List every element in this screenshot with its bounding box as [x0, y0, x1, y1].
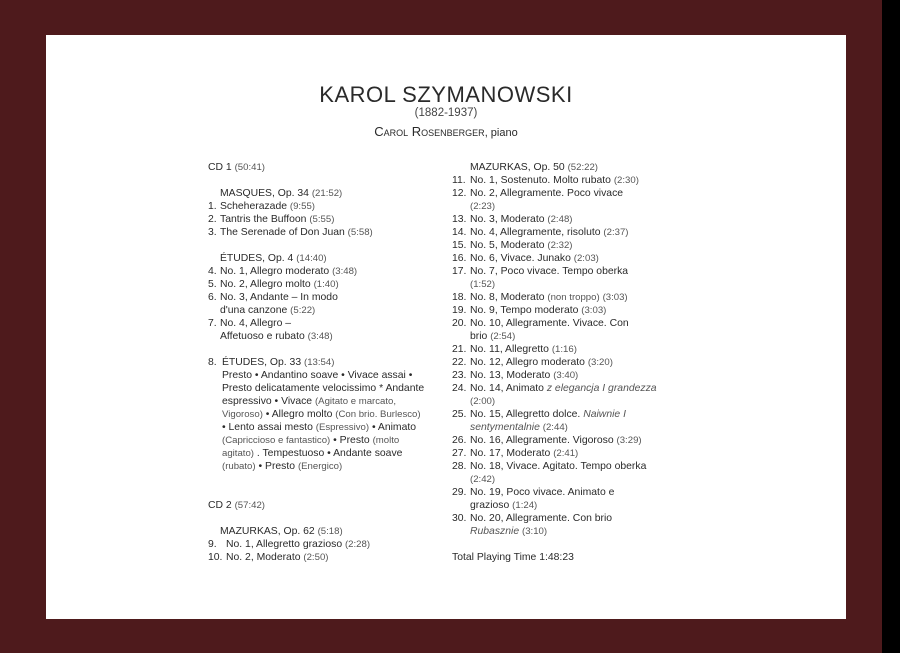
track-title: No. 1, Sostenuto. Molto rubato (2:30) [470, 175, 639, 186]
performer-role: , piano [484, 127, 518, 139]
track-title: No. 4, Allegro – [220, 318, 292, 329]
cd2-heading: CD 2 (57:42) [208, 500, 265, 511]
track-title-cont: grazioso (1:24) [470, 500, 538, 511]
track-num: 23. [452, 370, 467, 381]
track-title: No. 20, Allegramente. Con brio [470, 513, 613, 524]
movement-line: espressivo • Vivace (Agitato e marcato, [222, 396, 397, 407]
performer-credit [46, 124, 846, 139]
track-num: 13. [452, 214, 467, 225]
track-title: No. 18, Vivace. Agitato. Tempo oberka [470, 461, 647, 472]
track-title-cont: Rubasznie (3:10) [470, 526, 548, 537]
track-title: No. 3, Andante – In modo [220, 292, 338, 303]
track-title: No. 2, Moderato (2:50) [226, 552, 329, 563]
track-title: No. 1, Allegretto grazioso (2:28) [226, 539, 371, 550]
etudes-op33-heading: ÉTUDES, Op. 33 (13:54) [222, 357, 335, 368]
total-playing-time: Total Playing Time 1:48:23 [452, 552, 574, 563]
movement-line: (rubato) • Presto (Energico) [222, 461, 343, 472]
track-title: No. 11, Allegretto (1:16) [470, 344, 577, 355]
masques-heading: MASQUES, Op. 34 (21:52) [220, 188, 343, 199]
track-num: 15. [452, 240, 467, 251]
track-num: 3. [208, 227, 217, 238]
track-num: 11. [452, 175, 466, 186]
composer-title: KAROL SZYMANOWSKI [319, 82, 573, 107]
track-title: No. 13, Moderato (3:40) [470, 370, 579, 381]
track-num: 27. [452, 448, 467, 459]
track-title: No. 19, Poco vivace. Animato e [470, 487, 615, 498]
track-title: No. 3, Moderato (2:48) [470, 214, 573, 225]
track-num: 7. [208, 318, 217, 329]
booklet-page [46, 35, 846, 619]
track-num: 17. [452, 266, 467, 277]
track-title-cont: sentymentalnie (2:44) [470, 422, 568, 433]
track-title-cont: d'una canzone (5:22) [220, 305, 316, 316]
track-num: 16. [452, 253, 467, 264]
track-num: 1. [208, 201, 217, 212]
track-title: No. 8, Moderato (non troppo) (3:03) [470, 292, 628, 303]
track-num: 21. [452, 344, 467, 355]
track-title: No. 2, Allegramente. Poco vivace [470, 188, 624, 199]
track-title: No. 4, Allegramente, risoluto (2:37) [470, 227, 629, 238]
track-title: No. 15, Allegretto dolce. Naiwnie I [470, 409, 626, 420]
track-title-cont: (2:42) [470, 474, 496, 485]
movement-line: • Lento assai mesto (Espressivo) • Animato [222, 422, 417, 433]
movement-line: agitato) . Tempestuoso • Andante soave [222, 448, 403, 459]
track-title: No. 2, Allegro molto (1:40) [220, 279, 339, 290]
track-num: 8. [208, 357, 217, 368]
performer-name: Carol Rosenberger [374, 124, 485, 139]
track-title: No. 17, Moderato (2:41) [470, 448, 579, 459]
composer-dates: (1882-1937) [414, 107, 478, 119]
track-title: No. 12, Allegro moderato (3:20) [470, 357, 613, 368]
track-title: No. 1, Allegro moderato (3:48) [220, 266, 358, 277]
track-title: No. 9, Tempo moderato (3:03) [470, 305, 607, 316]
track-num: 20. [452, 318, 467, 329]
track-num: 22. [452, 357, 467, 368]
etudes-op4-heading: ÉTUDES, Op. 4 (14:40) [220, 253, 327, 264]
track-title: Tantris the Buffoon (5:55) [220, 214, 335, 225]
track-num: 24. [452, 383, 467, 394]
track-num: 12. [452, 188, 467, 199]
track-num: 9. [208, 539, 217, 550]
track-num: 10. [208, 552, 223, 563]
track-num: 26. [452, 435, 467, 446]
mazurkas-op50-heading: MAZURKAS, Op. 50 (52:22) [470, 162, 598, 173]
movement-line: Presto • Andantino soave • Vivace assai • [222, 370, 413, 381]
track-title: The Serenade of Don Juan (5:58) [220, 227, 373, 238]
track-num: 28. [452, 461, 467, 472]
track-title: No. 10, Allegramente. Vivace. Con [470, 318, 629, 329]
track-title: No. 7, Poco vivace. Tempo oberka [470, 266, 629, 277]
track-title-cont: (2:00) [470, 396, 496, 407]
track-title-cont: Affetuoso e rubato (3:48) [220, 331, 333, 342]
track-num: 5. [208, 279, 217, 290]
track-num: 4. [208, 266, 217, 277]
track-title-cont: (1:52) [470, 279, 496, 290]
cd1-heading: CD 1 (50:41) [208, 162, 265, 173]
track-num: 14. [452, 227, 467, 238]
track-num: 29. [452, 487, 467, 498]
track-title-cont: brio (2:54) [470, 331, 516, 342]
track-title: Scheherazade (9:55) [220, 201, 315, 212]
track-title: No. 5, Moderato (2:32) [470, 240, 573, 251]
movement-line: Vigoroso) • Allegro molto (Con brio. Burlesco) [222, 409, 421, 420]
track-num: 6. [208, 292, 217, 303]
track-num: 25. [452, 409, 467, 420]
movement-line: Presto delicatamente velocissimo * Andante [222, 383, 425, 394]
track-title-cont: (2:23) [470, 201, 496, 212]
track-title: No. 14, Animato z elegancja I grandezza [470, 383, 657, 394]
track-title: No. 6, Vivace. Junako (2:03) [470, 253, 599, 264]
track-num: 2. [208, 214, 217, 225]
right-edge-strip [882, 0, 900, 653]
mazurkas-op62-heading: MAZURKAS, Op. 62 (5:18) [220, 526, 343, 537]
track-title: No. 16, Allegramente. Vigoroso (3:29) [470, 435, 642, 446]
track-num: 30. [452, 513, 467, 524]
track-num: 19. [452, 305, 467, 316]
track-num: 18. [452, 292, 467, 303]
movement-line: (Capriccioso e fantastico) • Presto (molto [222, 435, 400, 446]
